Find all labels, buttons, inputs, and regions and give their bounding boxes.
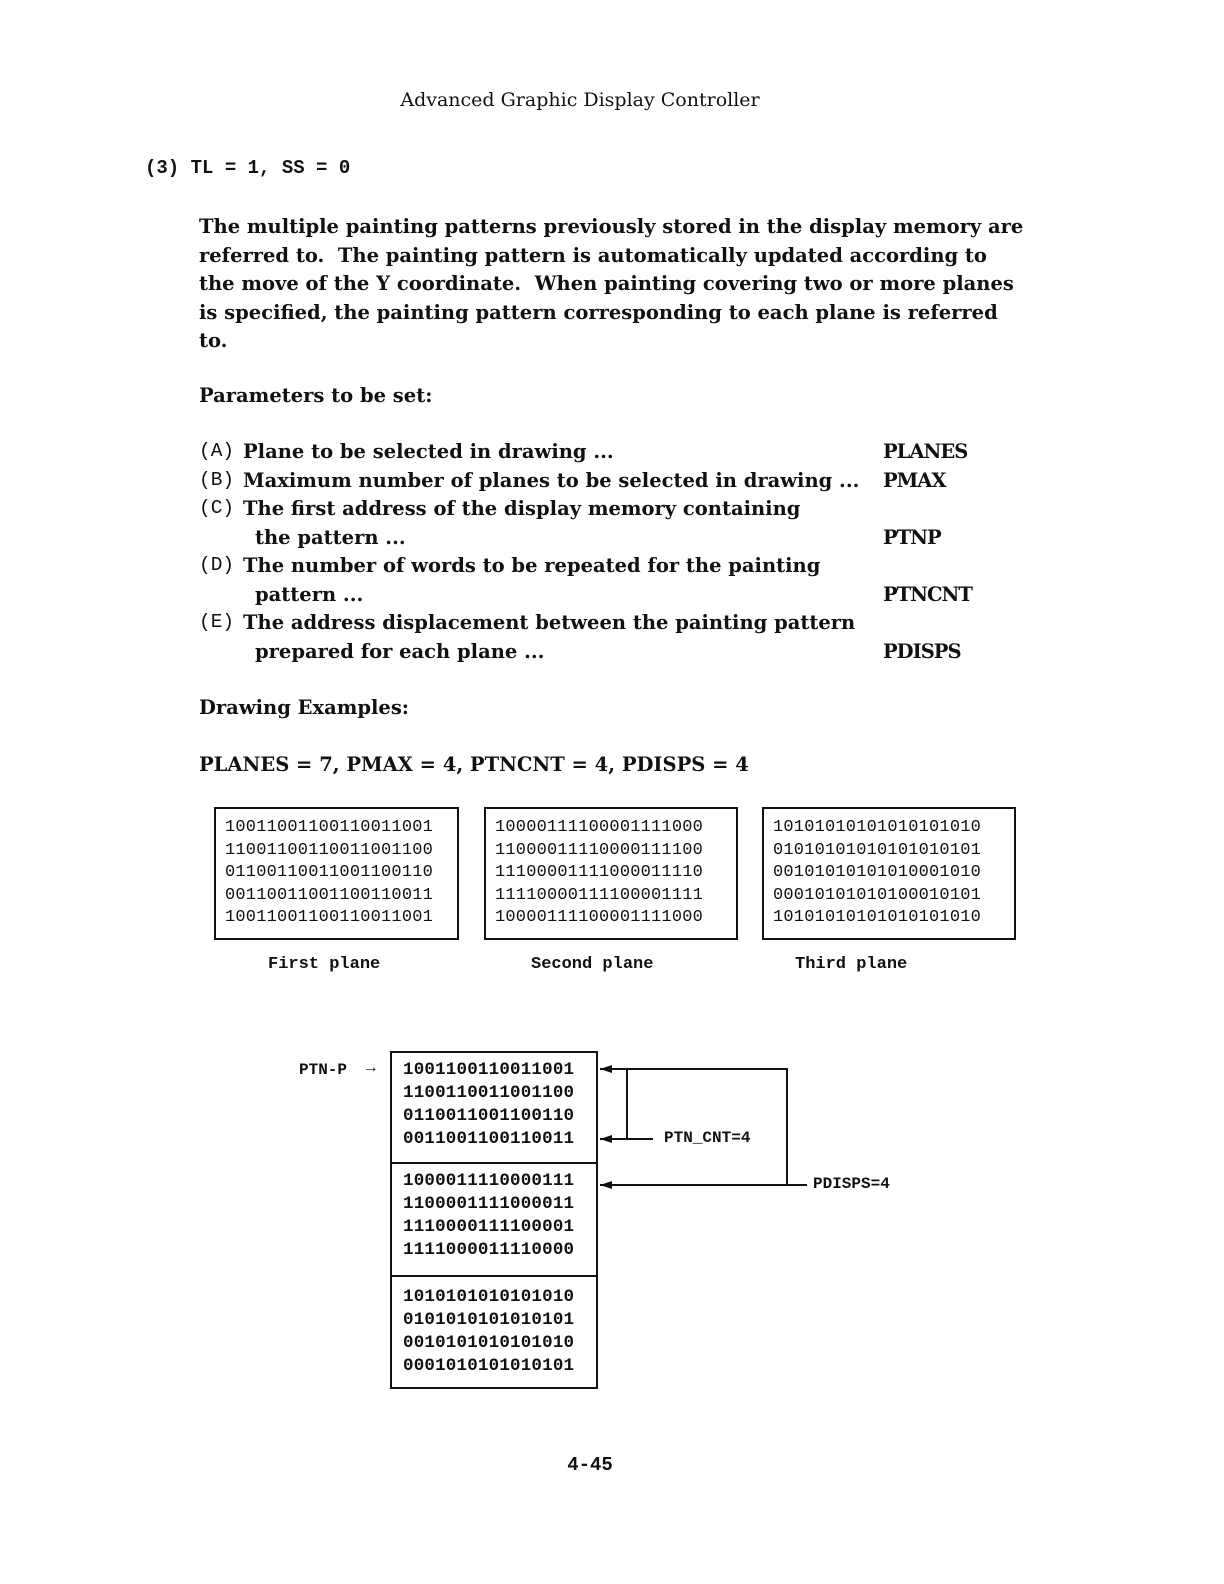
- bit-row: 10011001100110011001: [225, 908, 434, 927]
- parameter-label: (A): [199, 440, 235, 462]
- pdisps-label: PDISPS=4: [813, 1175, 890, 1193]
- bit-row: 0010101010101010: [403, 1333, 575, 1353]
- paragraph-line: to.: [199, 329, 228, 352]
- bit-row: 00110011001100110011: [225, 885, 434, 905]
- bit-row: 0101010101010101: [403, 1310, 575, 1330]
- bit-row: 1110000111100001: [403, 1217, 575, 1237]
- second-plane-caption: Second plane: [531, 955, 654, 974]
- bit-row: 1100110011001100: [403, 1083, 575, 1103]
- page-number: 4-45: [567, 1454, 613, 1476]
- parameter-text: The first address of the display memory containing: [243, 497, 801, 520]
- parameter-code: PDISPS: [883, 640, 961, 663]
- paragraph-line: The multiple painting patterns previously stored in the display memory are: [199, 215, 1024, 238]
- parameter-text: prepared for each plane ...: [255, 640, 545, 663]
- parameter-code: PMAX: [883, 469, 946, 492]
- pdisps-bracket: [600, 1069, 807, 1185]
- bit-row: 11000011110000111100: [495, 840, 704, 860]
- parameter-label: (B): [199, 469, 235, 491]
- bit-row: 11100001111000011110: [495, 863, 704, 882]
- bit-row: 0001010101010101: [403, 1356, 575, 1376]
- bit-row: 1100001111000011: [403, 1194, 575, 1214]
- bit-row: 00010101010100010101: [773, 885, 982, 905]
- bit-row: 1111000011110000: [403, 1240, 575, 1260]
- parameter-text: Maximum number of planes to be selected in drawing ...: [243, 469, 860, 492]
- parameter-text: pattern ...: [255, 583, 364, 606]
- parameter-code: PTNP: [883, 526, 941, 549]
- parameter-text: The number of words to be repeated for the painting: [243, 554, 821, 577]
- parameter-text: Plane to be selected in drawing ...: [243, 440, 614, 463]
- third-plane-caption: Third plane: [795, 955, 908, 974]
- parameter-code: PTNCNT: [883, 583, 972, 606]
- example-formula: PLANES = 7, PMAX = 4, PTNCNT = 4, PDISPS = 4: [199, 753, 749, 776]
- bit-row: 11001100110011001100: [225, 840, 434, 860]
- paragraph-line: is specified, the painting pattern corresponding to each plane is referred: [199, 300, 998, 324]
- paragraph-line: referred to. The painting pattern is automatically updated according to: [199, 243, 987, 267]
- arrowhead-icon: [600, 1065, 612, 1073]
- parameter-text: The address displacement between the painting pattern: [243, 611, 856, 634]
- pointer-arrow-icon: →: [366, 1059, 376, 1077]
- ptn-p-label: PTN-P: [299, 1061, 348, 1079]
- section-heading: (3) TL = 1, SS = 0: [145, 157, 351, 179]
- bit-row: 0110011001100110: [403, 1106, 575, 1126]
- bit-row: 00101010101010001010: [773, 863, 982, 882]
- first-plane-caption: First plane: [268, 955, 381, 974]
- bit-row: 11110000111100001111: [495, 885, 704, 905]
- bit-row: 1010101010101010: [403, 1287, 575, 1307]
- parameters-heading: Parameters to be set:: [199, 384, 433, 407]
- parameter-label: (D): [199, 554, 235, 576]
- arrowhead-icon: [600, 1181, 612, 1189]
- bit-row: 10011001100110011001: [225, 818, 434, 837]
- parameter-label: (C): [199, 497, 235, 519]
- paragraph-line: the move of the Y coordinate. When painting covering two or more planes: [199, 272, 1014, 295]
- bit-row: 0011001100110011: [403, 1129, 575, 1149]
- page-header: Advanced Graphic Display Controller: [400, 89, 760, 111]
- bit-row: 10101010101010101010: [773, 908, 982, 927]
- parameter-text: the pattern ...: [255, 526, 406, 549]
- parameter-label: (E): [199, 611, 235, 633]
- parameter-code: PLANES: [883, 440, 968, 463]
- arrowhead-icon: [600, 1135, 612, 1143]
- bit-row: 10000111100001111000: [495, 818, 704, 837]
- ptn-cnt-label: PTN_CNT=4: [664, 1129, 751, 1147]
- bit-row: 01010101010101010101: [773, 840, 982, 860]
- bit-row: 1000011110000111: [403, 1171, 575, 1191]
- bit-row: 01100110011001100110: [225, 863, 434, 882]
- bit-row: 10000111100001111000: [495, 908, 704, 927]
- ptn-cnt-bracket: [600, 1069, 653, 1139]
- examples-heading: Drawing Examples:: [199, 696, 409, 719]
- bit-row: 1001100110011001: [403, 1060, 575, 1080]
- bit-row: 10101010101010101010: [773, 818, 982, 837]
